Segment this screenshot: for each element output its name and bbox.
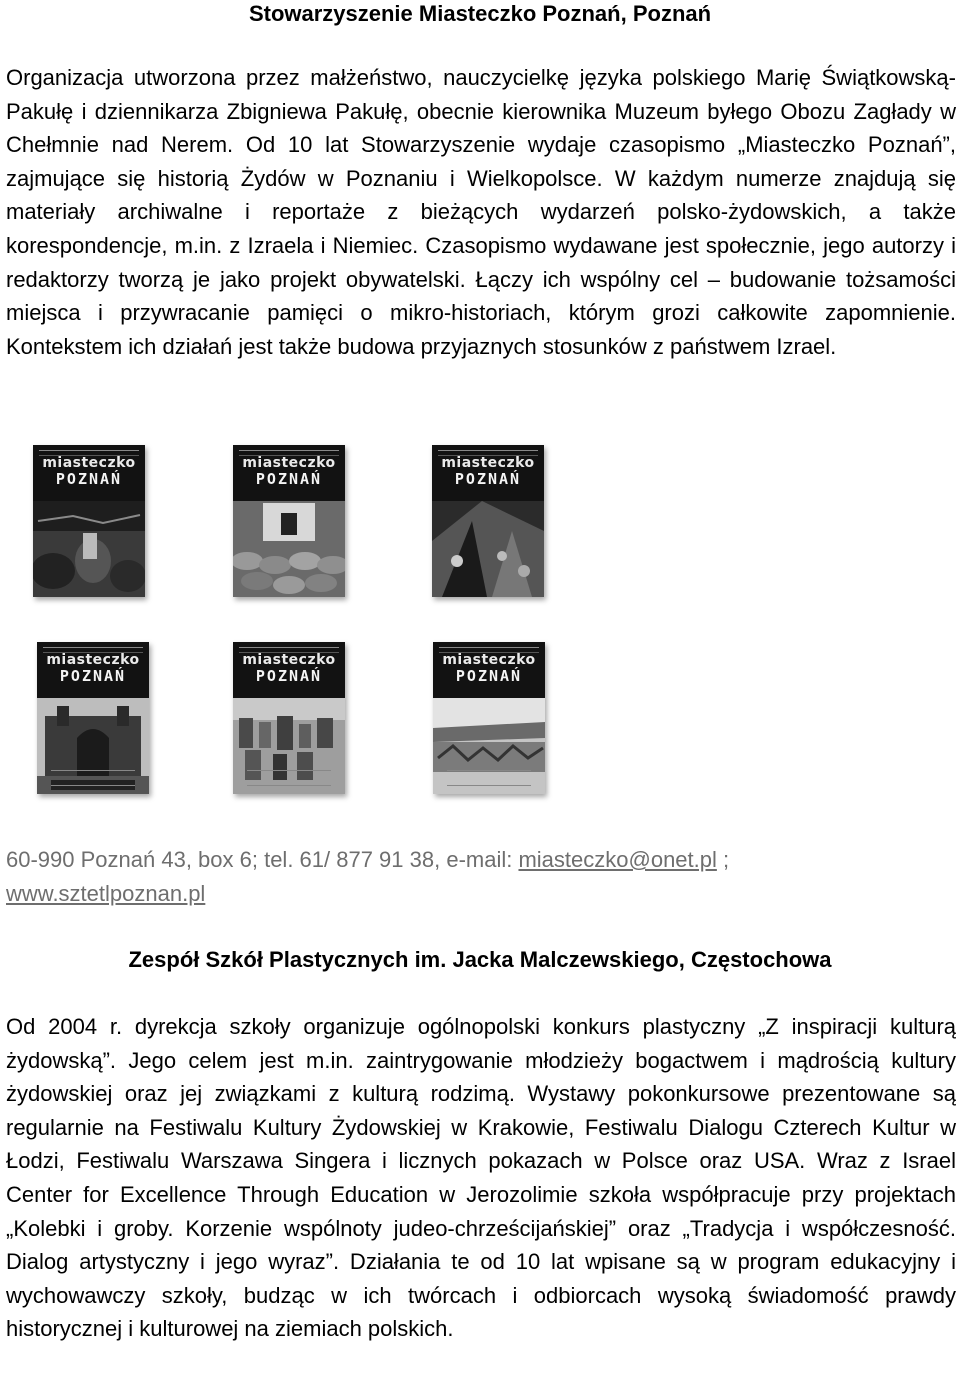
section2-body: Od 2004 r. dyrekcja szkoły organizuje ogólnopolski konkurs plastyczny „Z inspiracji kulturą żydowską”. Jego celem jest m.in. zaintrygowanie młodzieży bogactwem i mądrością kultury żydowskiej oraz jej związkami z kulturą rodzimą. Wystawy pokonkursowe prezentowane są regularnie na Festiwalu Kultury Żydowskiej w Krakowie, Festiwalu Dialogu Czterech Kultur w Łodzi, Festiwalu Warszawa Singera i licznych pokazach w Polsce oraz USA. Wraz z Israel Center for Excellence Through Education w Jerozolimie szkoła współpracuje przy projektach „Kolebki i groby. Korzenie wspólnoty judeo-chrześcijańskiej” oraz „Tradycja i współczesność. Dialog artystyczny i jego wyraz”. Działania te od 10 lat wpisane są w program edukacyjny i wychowawczy szkoły, budząc w ich twórcach i odbiorcach wysoką świadomość prawdy historycznej i kulturowej na ziemiach polskich. bbox=[6, 1014, 956, 1342]
cover-masthead-line2: POZNAŃ bbox=[454, 470, 522, 488]
contact-email-link[interactable]: miasteczko@onet.pl bbox=[518, 847, 717, 872]
cover-masthead-line1: miasteczko bbox=[442, 652, 536, 668]
cover-masthead-line1: miasteczko bbox=[242, 455, 336, 471]
magazine-cover-2 bbox=[233, 445, 345, 597]
section2-title-city: , Częstochowa bbox=[678, 947, 832, 972]
cover-masthead-line1: miasteczko bbox=[46, 652, 140, 668]
contact-separator: ; bbox=[716, 847, 730, 872]
cover-masthead-line2: POZNAŃ bbox=[255, 470, 323, 488]
cover-masthead-line1: miasteczko bbox=[242, 652, 336, 668]
website-link[interactable]: www.sztetlpoznan.pl bbox=[6, 881, 206, 906]
magazine-cover-4 bbox=[37, 642, 149, 794]
cover-photo-interior bbox=[33, 501, 145, 597]
contact-info bbox=[6, 843, 956, 911]
magazine-cover-6 bbox=[433, 642, 545, 794]
cover-photo-sacks bbox=[233, 501, 345, 597]
section2-heading bbox=[0, 946, 960, 974]
cover-masthead-line1: miasteczko bbox=[42, 455, 136, 471]
section1-title-bold: Stowarzyszenie Miasteczko Poznań bbox=[248, 1, 621, 26]
magazine-cover-3 bbox=[432, 445, 544, 597]
magazine-cover-5 bbox=[233, 642, 345, 794]
contact-address: 60-990 Poznań 43, box 6; tel. 61/ 877 91 38, e-mail: bbox=[6, 847, 519, 872]
cover-masthead-line2: POZNAŃ bbox=[455, 667, 523, 685]
cover-photo-crowd bbox=[432, 501, 544, 597]
section1-body: Organizacja utworzona przez małżeństwo, nauczycielkę języka polskiego Marię Świątkowską-Pakułę i dziennikarza Zbigniewa Pakułę, obecnie kierownika Muzeum byłego Obozu Zagłady w Chełmnie nad Nerem. Od 10 lat Stowarzyszenie wydaje czasopismo „Miasteczko Poznań”, zajmujące się historią Żydów w Poznaniu i Wielkopolsce. W każdym numerze znajdują się materiały archiwalne i reportaże z bieżących wydarzeń polsko-żydowskich, a także korespondencje, m.in. z Izraela i Niemiec. Czasopismo wydawane jest społecznie, jego autorzy i redaktorzy tworzą je jako projekt obywatelski. Łączy ich wspólny cel – budowanie tożsamości miejsca i przywracanie pamięci o mikro-historiach, którym grozi całkowite zapomnienie. Kontekstem ich działań jest także budowa przyjaznych stosunków z państwem Izrael. bbox=[6, 65, 956, 359]
cover-masthead-line1: miasteczko bbox=[441, 455, 535, 471]
cover-masthead-line2: POZNAŃ bbox=[59, 667, 127, 685]
section2-title-bold: Zespół Szkół Plastycznych im. Jacka Malczewskiego bbox=[128, 947, 679, 972]
cover-masthead-line2: POZNAŃ bbox=[55, 470, 123, 488]
magazine-cover-1 bbox=[33, 445, 145, 597]
section1-title-city: , Poznań bbox=[620, 1, 712, 26]
section1-heading bbox=[0, 0, 960, 28]
cover-masthead-line2: POZNAŃ bbox=[255, 667, 323, 685]
